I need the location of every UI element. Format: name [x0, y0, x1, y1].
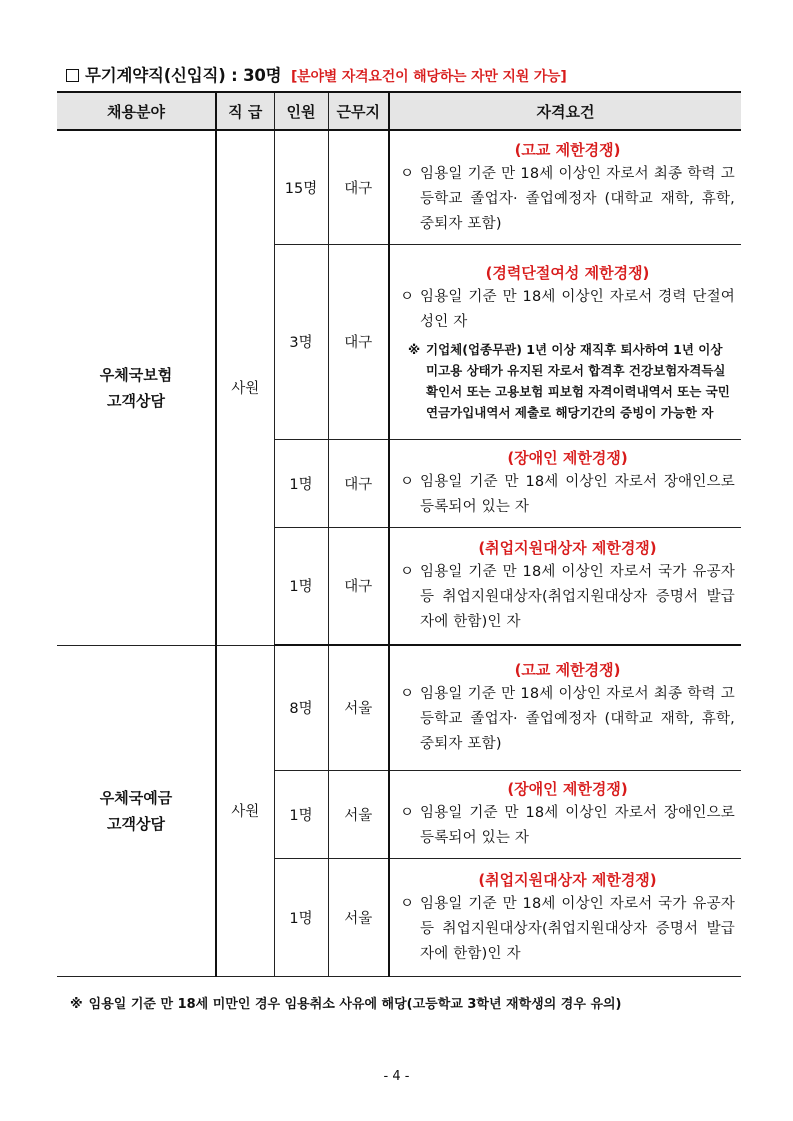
requirement-cell: [389, 645, 741, 770]
requirement-title: (고교 제한경쟁): [514, 140, 621, 159]
reference-mark-icon: ※: [70, 997, 83, 1012]
requirement-title: (취업지원대상자 제한경쟁): [478, 870, 657, 889]
requirement-body: [400, 682, 735, 757]
requirement-text: 임용일 기준 만 18세 이상인 자로서 최종 학력 고등학교 졸업자· 졸업예정자 (대학교 재학, 휴학, 중퇴자 포함): [420, 686, 735, 753]
location-cell: 대구: [328, 130, 389, 244]
count-cell: 8명: [274, 645, 328, 770]
field-line: 고객상담: [107, 814, 165, 833]
count-cell: 1명: [274, 439, 328, 527]
requirement-body: [400, 285, 735, 335]
count-cell: 15명: [274, 130, 328, 244]
requirement-body: [400, 162, 735, 237]
requirement-text: 임용일 기준 만 18세 이상인 자로서 국가 유공자 등 취업지원대상자(취업지원대상자 증명서 발급자에 한함)인 자: [420, 564, 735, 631]
requirement-body: [400, 470, 735, 520]
bullet-icon: ㅇ: [400, 288, 415, 305]
requirement-cell: [389, 130, 741, 244]
header-field: 채용분야: [57, 92, 216, 130]
field-line: 우체국예금: [99, 788, 173, 807]
header-requirements: 자격요건: [389, 92, 741, 130]
field-cell: [57, 130, 216, 645]
location-cell: 대구: [328, 244, 389, 439]
location-cell: 대구: [328, 527, 389, 645]
requirement-text: 임용일 기준 만 18세 이상인 자로서 국가 유공자 등 취업지원대상자(취업지원대상자 증명서 발급자에 한함)인 자: [420, 895, 735, 962]
header-grade: 직 급: [216, 92, 274, 130]
table-header-row: [57, 92, 741, 130]
requirement-title: (고교 제한경쟁): [514, 661, 621, 680]
requirement-text: 임용일 기준 만 18세 이상인 자로서 경력 단절여성인 자: [420, 288, 735, 330]
bullet-icon: ㅇ: [400, 474, 415, 490]
requirement-cell: [389, 527, 741, 645]
requirement-title: (장애인 제한경쟁): [507, 780, 628, 798]
location-cell: 서울: [328, 770, 389, 858]
requirement-title: (경력단절여성 제한경쟁): [485, 263, 650, 282]
footnote: [70, 993, 622, 1012]
grade-cell: 사원: [216, 645, 274, 976]
field-line: 우체국보험: [99, 365, 173, 384]
location-cell: 서울: [328, 858, 389, 976]
table-row: [57, 645, 741, 770]
requirement-note-text: 기업체(업종무관) 1년 이상 재직후 퇴사하여 1년 이상 미고용 상태가 유지된 자로서 합격후 건강보험자격득실확인서 또는 고용보험 피보험 자격이력내역서 또는 국민연금가입내역서 제출로 해당기간의 증빙이 가능한 자: [426, 341, 730, 420]
requirement-cell: [389, 439, 741, 527]
requirement-cell: [389, 244, 741, 439]
requirement-note: [400, 339, 735, 423]
grade-cell: 사원: [216, 130, 274, 645]
field-line: 고객상담: [107, 391, 165, 410]
reference-mark-icon: ※: [408, 341, 421, 357]
count-cell: 1명: [274, 527, 328, 645]
header-count: 인원: [274, 92, 328, 130]
recruitment-table: [57, 91, 741, 977]
requirement-text: 임용일 기준 만 18세 이상인 자로서 장애인으로 등록되어 있는 자: [420, 474, 735, 515]
field-cell: [57, 645, 216, 976]
header-location: 근무지: [328, 92, 389, 130]
bullet-icon: ㅇ: [400, 564, 415, 581]
bullet-icon: ㅇ: [400, 805, 415, 821]
section-heading-text: 무기계약직(신입직) : 30명: [85, 66, 282, 85]
footnote-text: 임용일 기준 만 18세 미만인 경우 임용취소 사유에 해당(고등학교 3학년 재학생의 경우 유의): [88, 997, 622, 1012]
location-cell: 대구: [328, 439, 389, 527]
requirement-text: 임용일 기준 만 18세 이상인 자로서 최종 학력 고등학교 졸업자· 졸업예정자 (대학교 재학, 휴학, 중퇴자 포함): [420, 165, 735, 232]
location-cell: 서울: [328, 645, 389, 770]
requirement-body: [400, 560, 735, 635]
bullet-icon: ㅇ: [400, 686, 415, 703]
checkbox-square-icon: [66, 69, 79, 82]
requirement-body: [400, 892, 735, 967]
requirement-cell: [389, 770, 741, 858]
count-cell: 1명: [274, 858, 328, 976]
requirement-cell: [389, 858, 741, 976]
count-cell: 1명: [274, 770, 328, 858]
bullet-icon: ㅇ: [400, 895, 415, 912]
requirement-title: (취업지원대상자 제한경쟁): [478, 539, 657, 558]
requirement-body: [400, 801, 735, 851]
bullet-icon: ㅇ: [400, 165, 415, 182]
requirement-title: (장애인 제한경쟁): [507, 449, 628, 467]
page-number: - 4 -: [383, 1069, 410, 1084]
table-row: [57, 130, 741, 244]
section-heading: [66, 62, 567, 86]
requirement-text: 임용일 기준 만 18세 이상인 자로서 장애인으로 등록되어 있는 자: [420, 805, 735, 846]
count-cell: 3명: [274, 244, 328, 439]
section-heading-note: [분야별 자격요건이 해당하는 자만 지원 가능]: [290, 69, 567, 85]
